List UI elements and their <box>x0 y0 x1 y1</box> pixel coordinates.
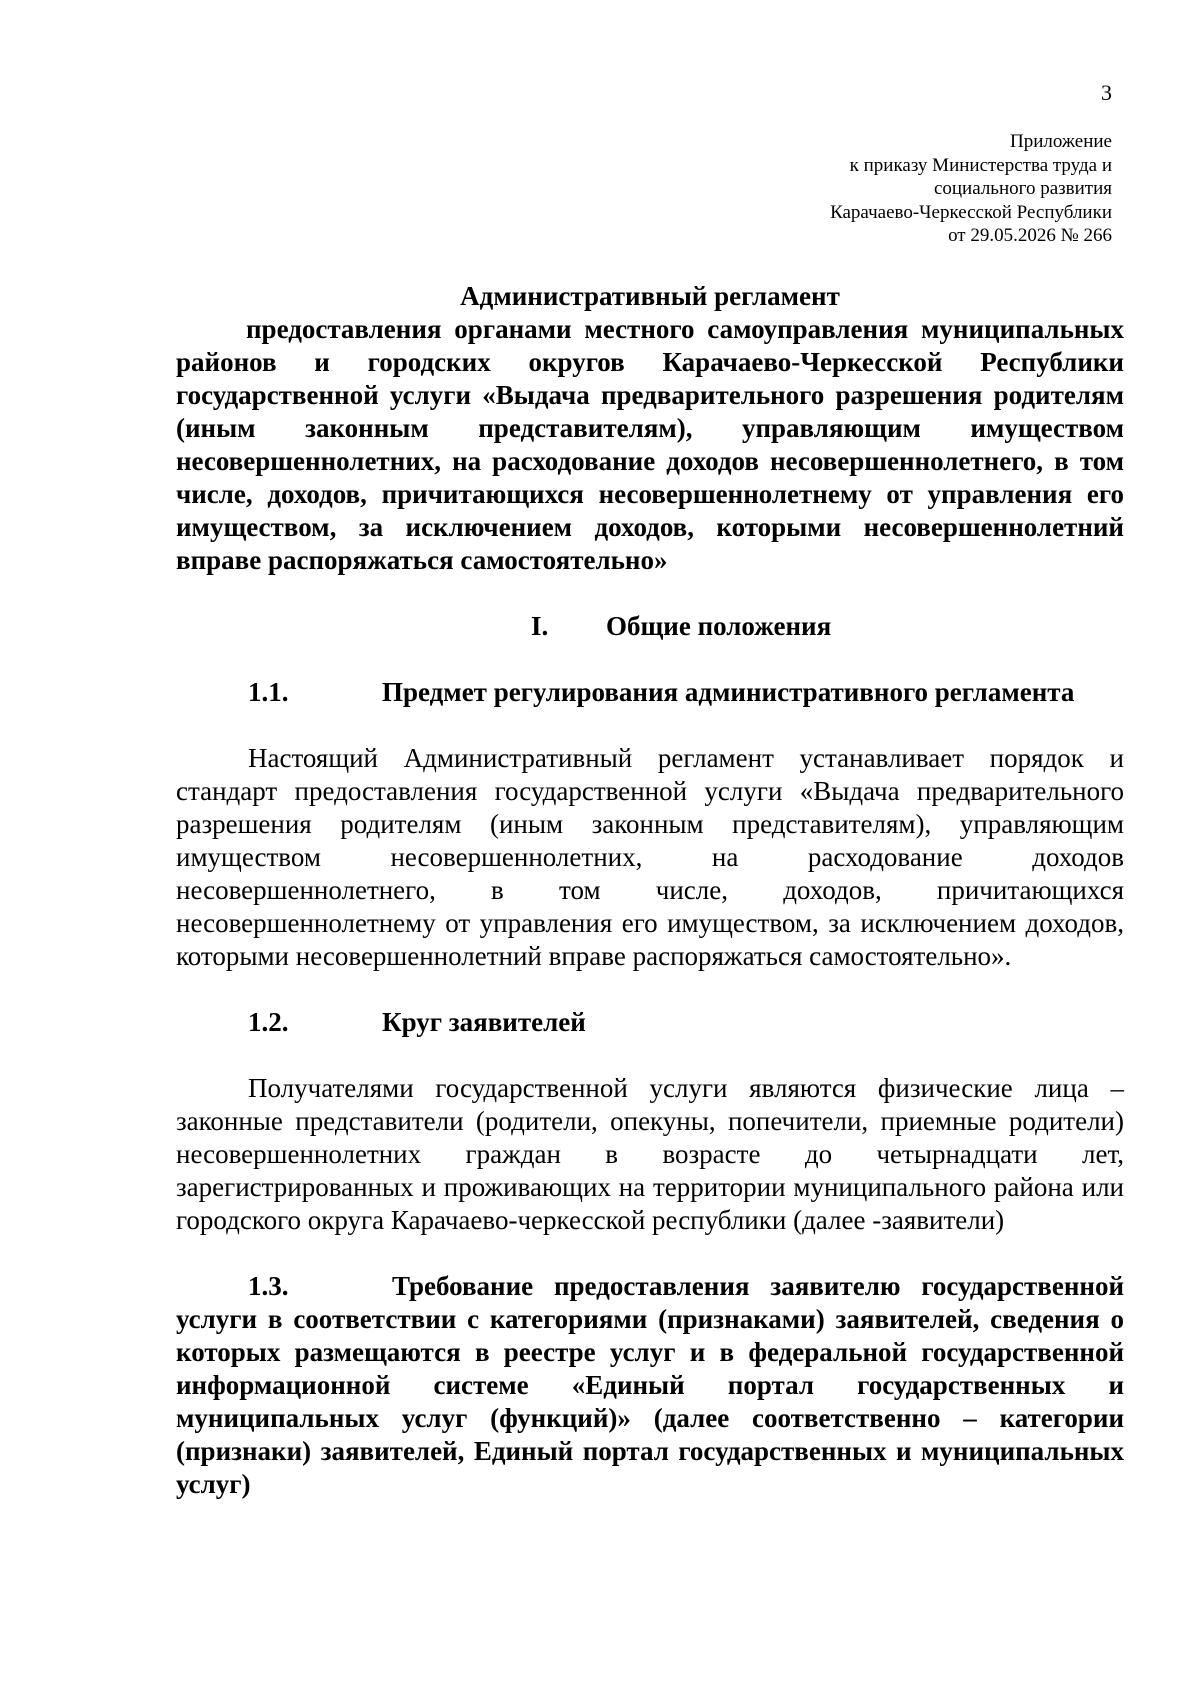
subsection-number: 1.1. <box>248 677 289 707</box>
paragraph-1-1: Настоящий Административный регламент устанавливает порядок и стандарт предоставления государственной услуги «Выдача предварительного разрешения родителям (иным законным представителям), управляющим имуществом несовершеннолетних, на расходование доходов несовершеннолетнего, в том числе, доходов, причитающихся несовершеннолетнему от управления его имуществом, за исключением доходов, которыми несовершеннолетний вправе распоряжаться самостоятельно». <box>176 743 1124 971</box>
subsection-heading-1-1 <box>176 676 1124 709</box>
appendix-line: Карачаево-Черкесской Республики <box>830 201 1112 223</box>
paragraph-1-2: Получателями государственной услуги являются физические лица – законные представители (родители, опекуны, попечители, приемные родители) несовершеннолетних граждан в возрасте до четырнадцати лет, зарегистрированных и проживающих на территории муниципального района или городского округа Карачаево-черкесской республики (далее -заявители) <box>176 1073 1124 1235</box>
appendix-block <box>830 130 1112 248</box>
subsection-heading-1-2 <box>176 1006 1124 1039</box>
appendix-line: социального развития <box>933 178 1112 199</box>
subsection-heading-1-3 <box>176 1270 1124 1501</box>
appendix-line: Приложение <box>1010 131 1112 152</box>
section-title: Общие положения <box>606 611 832 641</box>
document-subtitle: предоставления органами местного самоуправления муниципальных районов и городских округов Карачаево-Черкесской Республики государственной услуги «Выдача предварительного разрешения родителям (иным законным представителям), управляющим имуществом несовершеннолетних, на расходование доходов несовершеннолетнего, в том числе, доходов, причитающихся несовершеннолетнему от управления его имуществом, за исключением доходов, которыми несовершеннолетний вправе распоряжаться самостоятельно» <box>176 314 1124 575</box>
appendix-line: к приказу Министерства труда и <box>849 154 1112 176</box>
subsection-title: Требование предоставления заявителю государственной услуги в соответствии с категориями (признаками) заявителей, сведения о которых размещаются в реестре услуг и в федеральной государственной информационной системе «Единый портал государственных и муниципальных услуг (функций)» (далее соответственно – категории (признаки) заявителей, Единый портал государственных и муниципальных услуг) <box>176 1271 1124 1499</box>
subsection-number: 1.3. <box>248 1271 289 1301</box>
page-number: 3 <box>1101 80 1112 105</box>
document-body <box>176 280 1124 1501</box>
document-title: Административный регламент <box>460 281 840 311</box>
section-number: I. <box>531 611 549 641</box>
subsection-title: Круг заявителей <box>382 1007 586 1037</box>
subsection-number: 1.2. <box>248 1007 289 1037</box>
appendix-line: от 29.05.2026 № 266 <box>948 225 1112 246</box>
section-heading-general <box>176 610 1124 643</box>
subsection-title: Предмет регулирования административного регламента <box>382 677 1075 707</box>
